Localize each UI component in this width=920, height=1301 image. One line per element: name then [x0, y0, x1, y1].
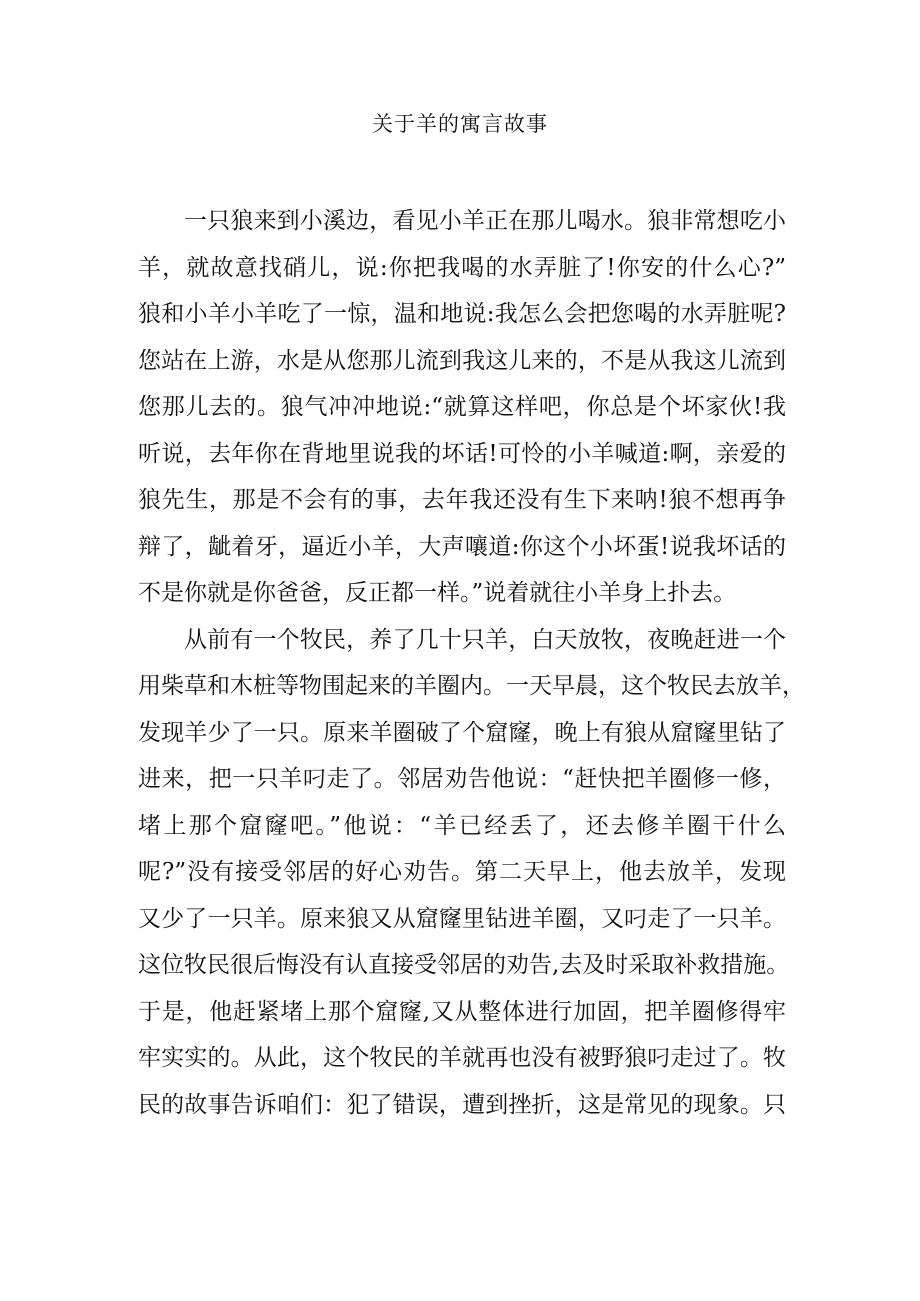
document-body [138, 198, 805, 1128]
document-title: 关于羊的寓言故事 [372, 112, 548, 136]
text-line: 发现羊少了一只。原来羊圈破了个窟窿，晚上有狼从窟窿里钻了 [138, 719, 786, 746]
text-line: 于是，他赶紧堵上那个窟窿,又从整体进行加固，把羊圈修得牢 [138, 998, 786, 1025]
text-line: 不是你就是你爸爸，反正都一样。”说着就往小羊身上扑去。 [138, 580, 737, 606]
text-line: 一只狼来到小溪边，看见小羊正在那儿喝水。狼非常想吃小 [184, 208, 786, 234]
text-line: 呢?”没有接受邻居的好心劝告。第二天早上，他去放羊，发现 [138, 859, 786, 885]
text-line: 您站在上游，水是从您那儿流到我这儿来的，不是从我这儿流到 [138, 347, 786, 374]
text-line: 辩了，龇着牙，逼近小羊，大声嚷道:你这个小坏蛋!说我坏话的 [138, 533, 786, 560]
text-line: 狼和小羊小羊吃了一惊，温和地说:我怎么会把您喝的水弄脏呢? [138, 301, 786, 327]
text-line: 牢实实的。从此，这个牧民的羊就再也没有被野狼叼走过了。牧 [138, 1045, 786, 1071]
text-line: 羊，就故意找硝儿，说:你把我喝的水弄脏了!你安的什么心?” [138, 254, 786, 281]
text-line: 堵上那个窟窿吧。”他说：“羊已经丢了，还去修羊圈干什么 [138, 812, 786, 839]
text-line: 狼先生，那是不会有的事，去年我还没有生下来呐!狼不想再争 [138, 487, 786, 513]
text-line: 民的故事告诉咱们：犯了错误，遭到挫折，这是常见的现象。只 [138, 1091, 786, 1118]
text-line: 您那儿去的。狼气冲冲地说:“就算这样吧，你总是个坏家伙!我 [138, 394, 786, 420]
text-line: 听说，去年你在背地里说我的坏话!可怜的小羊喊道:啊，亲爱的 [138, 440, 786, 467]
paragraph-herdsman-and-sheepfold [138, 617, 805, 1129]
text-line: 从前有一个牧民，养了几十只羊，白天放牧，夜晚赶进一个 [184, 626, 786, 653]
text-line: 又少了一只羊。原来狼又从窟窿里钻进羊圈，又叼走了一只羊。 [138, 905, 786, 932]
text-line: 这位牧民很后悔没有认直接受邻居的劝告,去及时采取补救措施。 [138, 952, 790, 978]
text-line: 进来，把一只羊叼走了。邻居劝告他说：“赶快把羊圈修一修， [138, 766, 786, 792]
paragraph-wolf-and-lamb [138, 198, 786, 617]
text-line: 用柴草和木桩等物围起来的羊圈内。一天早晨，这个牧民去放羊， [138, 673, 805, 699]
